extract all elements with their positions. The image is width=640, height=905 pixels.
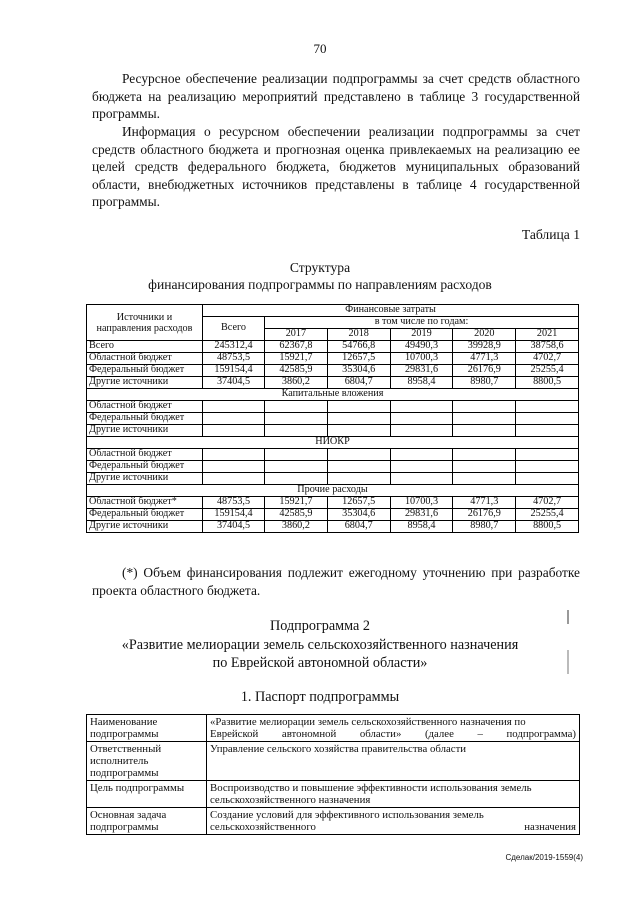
cell-empty: [265, 401, 328, 413]
cell-empty: [516, 413, 579, 425]
cell-empty: [203, 401, 265, 413]
cell-value: 54766,8: [327, 341, 390, 353]
page-number: 70: [313, 41, 327, 56]
row-label: Федеральный бюджет: [87, 365, 203, 377]
row-label: Другие источники: [87, 521, 203, 533]
passport-value: Создание условий для эффективного использования земель сельскохозяйственного назначения: [207, 808, 580, 835]
cell-total: 245312,4: [203, 341, 265, 353]
cell-empty: [453, 413, 516, 425]
cell-empty: [453, 425, 516, 437]
passport-key: Цель подпрограммы: [87, 781, 207, 808]
cell-empty: [516, 401, 579, 413]
cell-empty: [327, 425, 390, 437]
table-label: Таблица 1: [521, 227, 580, 242]
table-row: [87, 497, 579, 509]
cell-value: 12657,5: [327, 353, 390, 365]
cell-value: 15921,7: [265, 353, 328, 365]
intro-paragraph-2: Информация о ресурсном обеспечении реализации подпрограммы за счет средств областного бюджета и прогнозная оценка привлекаемых на реализацию ее целей средств федерального бюджета, бюджетов муниципальных образований области, внебюджетных источников представлены в таблице 4 государственной программы.: [92, 124, 580, 209]
passport-heading: 1. Паспорт подпрограммы: [240, 689, 400, 705]
cell-empty: [327, 449, 390, 461]
cell-value: 4771,3: [453, 353, 516, 365]
header-total: Всего: [203, 317, 265, 341]
header-fin-costs: Финансовые затраты: [203, 305, 579, 317]
table-header-row: [87, 305, 579, 317]
cell-value: 29831,6: [390, 509, 453, 521]
scan-edge-mark: [567, 610, 569, 624]
cell-empty: [265, 425, 328, 437]
row-label: Всего: [87, 341, 203, 353]
table-row: [87, 521, 579, 533]
cell-empty: [327, 413, 390, 425]
cell-value: 15921,7: [265, 497, 328, 509]
passport-row: [87, 808, 580, 835]
passport-value: Воспроизводство и повышение эффективности использования земель сельскохозяйственного назначения: [207, 781, 580, 808]
row-label: Другие источники: [87, 425, 203, 437]
header-year: 2021: [516, 329, 579, 341]
cell-empty: [516, 425, 579, 437]
passport-row: [87, 781, 580, 808]
header-year: 2018: [327, 329, 390, 341]
row-label: Областной бюджет: [87, 401, 203, 413]
cell-empty: [390, 425, 453, 437]
cell-value: 35304,6: [327, 365, 390, 377]
cell-empty: [516, 461, 579, 473]
cell-empty: [516, 449, 579, 461]
row-label: Другие источники: [87, 377, 203, 389]
cell-value: 49490,3: [390, 341, 453, 353]
header-year: 2020: [453, 329, 516, 341]
cell-value: 8958,4: [390, 377, 453, 389]
cell-value: 8958,4: [390, 521, 453, 533]
financing-structure-table: [86, 304, 579, 533]
cell-value: 8980,7: [453, 521, 516, 533]
passport-key: Основная задача подпрограммы: [87, 808, 207, 835]
cell-value: 3860,2: [265, 377, 328, 389]
cell-empty: [203, 413, 265, 425]
subprogram-passport-table: [86, 714, 580, 835]
passport-row: [87, 742, 580, 781]
passport-key: Ответственный исполнитель подпрограммы: [87, 742, 207, 781]
table-row: [87, 473, 579, 485]
section-title: Капитальные вложения: [87, 389, 579, 401]
cell-empty: [203, 449, 265, 461]
row-label: Областной бюджет: [87, 353, 203, 365]
section-row-other: [87, 485, 579, 497]
cell-empty: [203, 461, 265, 473]
table-row: [87, 509, 579, 521]
cell-empty: [390, 461, 453, 473]
cell-total: 159154,4: [203, 365, 265, 377]
passport-value: «Развитие мелиорации земель сельскохозяйственного назначения по Еврейской автономной области» (далее – подпрограмма): [207, 715, 580, 742]
cell-value: 6804,7: [327, 521, 390, 533]
cell-value: 4702,7: [516, 497, 579, 509]
cell-total: 48753,5: [203, 353, 265, 365]
table-row: [87, 365, 579, 377]
cell-empty: [390, 413, 453, 425]
row-label: Другие источники: [87, 473, 203, 485]
cell-value: 8800,5: [516, 377, 579, 389]
section-title: Прочие расходы: [87, 485, 579, 497]
cell-value: 39928,9: [453, 341, 516, 353]
cell-empty: [265, 473, 328, 485]
cell-empty: [327, 473, 390, 485]
table-caption-title: Структура: [289, 260, 351, 275]
cell-value: 42585,9: [265, 509, 328, 521]
cell-value: 4771,3: [453, 497, 516, 509]
section-row-niokr: [87, 437, 579, 449]
subprogram-name-line-2: по Еврейской автономной области»: [212, 655, 428, 671]
cell-value: 3860,2: [265, 521, 328, 533]
cell-value: 25255,4: [516, 365, 579, 377]
cell-value: 8800,5: [516, 521, 579, 533]
header-by-years: в том числе по годам:: [265, 317, 579, 329]
cell-total: 159154,4: [203, 509, 265, 521]
cell-empty: [203, 473, 265, 485]
cell-value: 26176,9: [453, 509, 516, 521]
table-footnote: (*) Объем финансирования подлежит ежегодному уточнению при разработке проекта областного бюджета.: [92, 565, 580, 598]
cell-value: 25255,4: [516, 509, 579, 521]
scan-edge-mark: [567, 650, 569, 674]
cell-value: 35304,6: [327, 509, 390, 521]
footer-document-code: Сделак/2019-1559(4): [505, 853, 583, 862]
cell-empty: [453, 461, 516, 473]
cell-value: 38758,6: [516, 341, 579, 353]
cell-empty: [516, 473, 579, 485]
cell-value: 26176,9: [453, 365, 516, 377]
cell-value: 29831,6: [390, 365, 453, 377]
cell-empty: [203, 425, 265, 437]
passport-row: [87, 715, 580, 742]
cell-empty: [390, 473, 453, 485]
table-row: [87, 341, 579, 353]
table-caption-subtitle: финансирования подпрограммы по направлениям расходов: [148, 277, 492, 292]
row-label: Федеральный бюджет: [87, 461, 203, 473]
cell-value: 4702,7: [516, 353, 579, 365]
cell-empty: [453, 449, 516, 461]
section-title: НИОКР: [87, 437, 579, 449]
cell-total: 37404,5: [203, 377, 265, 389]
table-row: [87, 377, 579, 389]
cell-empty: [265, 413, 328, 425]
cell-empty: [453, 473, 516, 485]
cell-value: 6804,7: [327, 377, 390, 389]
cell-total: 48753,5: [203, 497, 265, 509]
row-label: Федеральный бюджет: [87, 509, 203, 521]
table-row: [87, 461, 579, 473]
cell-total: 37404,5: [203, 521, 265, 533]
intro-paragraph-1: Ресурсное обеспечение реализации подпрограммы за счет средств областного бюджета на реализацию мероприятий представлено в таблице 3 государственной программы.: [92, 71, 580, 121]
cell-value: 10700,3: [390, 497, 453, 509]
table-row: [87, 401, 579, 413]
table-row: [87, 413, 579, 425]
cell-empty: [390, 401, 453, 413]
passport-key: Наименование подпрограммы: [87, 715, 207, 742]
cell-value: 10700,3: [390, 353, 453, 365]
row-label: Федеральный бюджет: [87, 413, 203, 425]
header-year: 2019: [390, 329, 453, 341]
cell-value: 42585,9: [265, 365, 328, 377]
cell-empty: [453, 401, 516, 413]
table-row: [87, 353, 579, 365]
row-label: Областной бюджет*: [87, 497, 203, 509]
table-row: [87, 449, 579, 461]
cell-empty: [265, 449, 328, 461]
cell-value: 8980,7: [453, 377, 516, 389]
passport-value: Управление сельского хозяйства правительства области: [207, 742, 580, 781]
table-row: [87, 425, 579, 437]
row-label: Областной бюджет: [87, 449, 203, 461]
cell-empty: [390, 449, 453, 461]
header-year: 2017: [265, 329, 328, 341]
section-row-capital: [87, 389, 579, 401]
header-source-col: Источники и направления расходов: [87, 305, 203, 341]
subprogram-title: Подпрограмма 2: [270, 618, 370, 634]
cell-value: 12657,5: [327, 497, 390, 509]
cell-empty: [327, 401, 390, 413]
cell-empty: [327, 461, 390, 473]
cell-empty: [265, 461, 328, 473]
cell-value: 62367,8: [265, 341, 328, 353]
subprogram-name-line-1: «Развитие мелиорации земель сельскохозяйственного назначения: [121, 637, 519, 653]
